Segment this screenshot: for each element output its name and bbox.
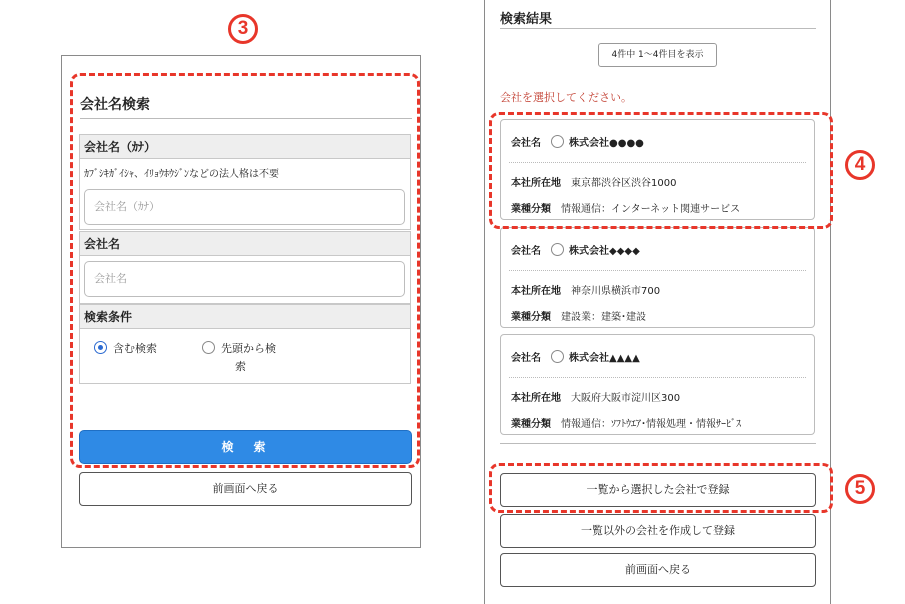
company-industry: 情報通信：ｿﾌﾄｳｴｱ･情報処理・情報ｻｰﾋﾞｽ xyxy=(561,419,741,430)
register-new-company-button[interactable]: 一覧以外の会社を作成して登録 xyxy=(500,514,816,548)
company-address: 東京都渋谷区渋谷1000 xyxy=(571,178,677,189)
company-radio-2[interactable] xyxy=(551,243,564,256)
company-card-2[interactable] xyxy=(500,227,815,328)
highlight-search-form xyxy=(70,73,420,468)
company-card-3[interactable] xyxy=(500,334,815,435)
search-button[interactable]: 検 索 xyxy=(79,430,412,464)
select-prompt: 会社を選択してください。 xyxy=(500,91,632,104)
company-kana-input[interactable]: 会社名（ｶﾅ） xyxy=(84,189,405,225)
back-button-right[interactable]: 前画面へ戻る xyxy=(500,553,816,587)
card-industry-row xyxy=(511,415,741,430)
industry-label: 業種分類 xyxy=(511,419,551,430)
company-name: 株式会社▲▲▲▲ xyxy=(569,353,640,364)
address-label: 本社所在地 xyxy=(511,393,561,404)
company-industry: 建設業：建築･建設 xyxy=(561,312,646,323)
industry-label: 業種分類 xyxy=(511,312,551,323)
name-label: 会社名 xyxy=(511,138,541,149)
industry-label: 業種分類 xyxy=(511,204,551,215)
card-name-row xyxy=(511,242,640,257)
search-form-title: 会社名検索 xyxy=(80,97,150,113)
highlight-first-result xyxy=(489,112,833,229)
step-5-marker: 5 xyxy=(845,474,875,504)
kana-section-header: 会社名（ｶﾅ） xyxy=(80,135,410,159)
card-name-row xyxy=(511,349,640,364)
card-divider xyxy=(509,377,806,378)
company-name: 株式会社◆◆◆◆ xyxy=(569,246,640,257)
card-address-row xyxy=(511,282,660,297)
card-address-row xyxy=(511,389,680,404)
name-section-header: 会社名 xyxy=(80,232,410,256)
company-radio-3[interactable] xyxy=(551,350,564,363)
name-label: 会社名 xyxy=(511,246,541,257)
card-divider xyxy=(509,270,806,271)
company-industry: 情報通信：インターネット関連サービス xyxy=(561,204,741,215)
step-3-marker: 3 xyxy=(228,14,258,44)
name-label: 会社名 xyxy=(511,353,541,364)
divider xyxy=(500,443,816,444)
register-selected-button[interactable]: 一覧から選択した会社で登録 xyxy=(500,473,816,507)
radio-prefix-label-line2: 索 xyxy=(235,360,246,373)
results-title: 検索結果 xyxy=(500,12,553,27)
address-label: 本社所在地 xyxy=(511,286,561,297)
company-address: 神奈川県横浜市700 xyxy=(571,286,661,297)
company-address: 大阪府大阪市淀川区300 xyxy=(571,393,681,404)
divider xyxy=(500,28,816,29)
radio-contains-label: 含む検索 xyxy=(113,342,157,355)
company-name-input[interactable]: 会社名 xyxy=(84,261,405,297)
kana-note: ｶﾌﾞｼｷｶﾞｲｼｬ、ｲﾘｮｳﾎｳｼﾞﾝなどの法人格は不要 xyxy=(84,169,279,180)
back-button-left[interactable]: 前画面へ戻る xyxy=(79,472,412,506)
result-count-button[interactable]: 4件中 1～4件目を表示 xyxy=(598,43,717,67)
step-4-marker: 4 xyxy=(845,150,875,180)
highlight-register-selected xyxy=(489,463,833,513)
company-name: 株式会社●●●● xyxy=(569,138,644,149)
radio-prefix-label-line1: 先頭から検 xyxy=(221,342,276,355)
address-label: 本社所在地 xyxy=(511,178,561,189)
condition-section-header: 検索条件 xyxy=(80,305,410,329)
card-industry-row xyxy=(511,308,646,323)
